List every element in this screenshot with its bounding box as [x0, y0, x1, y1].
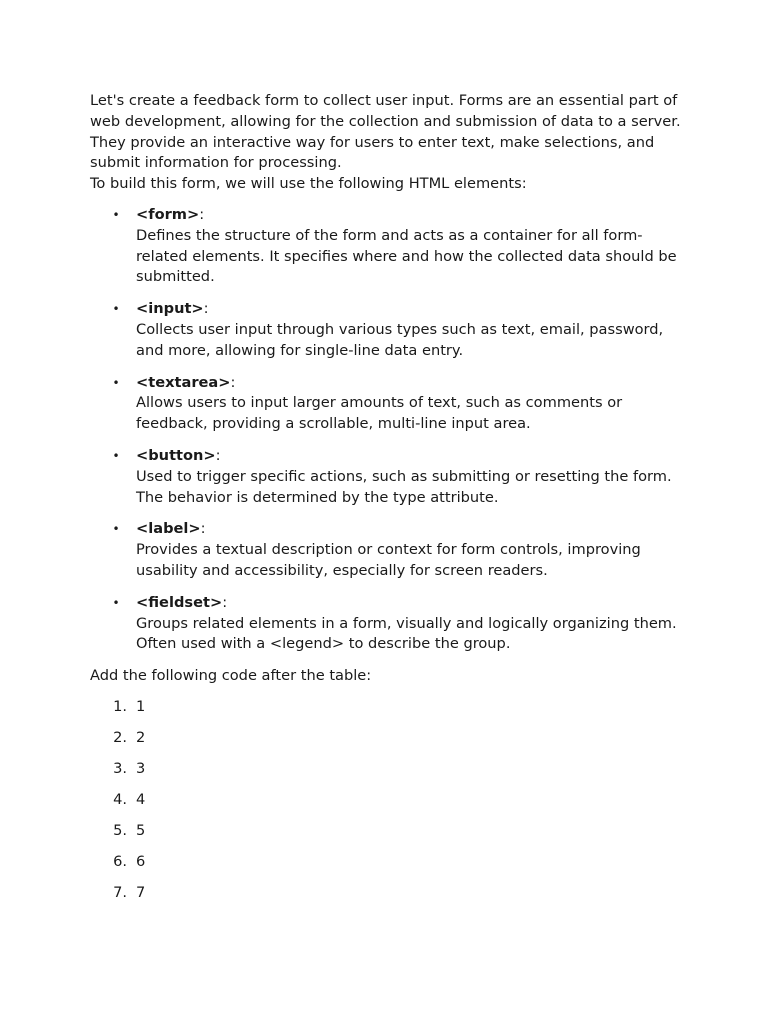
- html-elements-list: [90, 205, 690, 655]
- numbered-item: [90, 883, 690, 904]
- numbered-item: [90, 728, 690, 749]
- numbered-item-text: 3: [136, 759, 146, 777]
- number-marker: 5.: [113, 821, 127, 839]
- numbered-item: [90, 697, 690, 718]
- list-item: • <button>: Used to trigger specific actions, such as submitting or resetting the form. The behavior is determined by the type attribute.: [90, 446, 690, 508]
- list-item: • <fieldset>: Groups related elements in a form, visually and logically organizing them. Often used with a <legend> to describe the group.: [90, 593, 690, 655]
- bullet-icon: •: [112, 302, 120, 317]
- number-marker: 7.: [113, 883, 127, 901]
- bullet-icon: •: [112, 375, 120, 390]
- intro-paragraph: Let's create a feedback form to collect user input. Forms are an essential part of web development, allowing for the collection and submission of data to a server. They provide an interactive way for users to enter text, make selections, and submit information for processing.: [90, 92, 681, 172]
- numbered-item-text: 2: [136, 728, 146, 746]
- element-tag: <fieldset>: [136, 593, 223, 611]
- number-marker: 1.: [113, 697, 127, 715]
- element-tag: <form>: [136, 205, 200, 223]
- intro-text: [90, 91, 690, 195]
- numbered-item-text: 1: [136, 697, 146, 715]
- numbered-item: [90, 821, 690, 842]
- bullet-icon: •: [112, 522, 120, 537]
- element-tag: <label>: [136, 520, 201, 538]
- element-description: Provides a textual description or context for form controls, improving usability and accessibility, especially for screen readers.: [136, 541, 641, 579]
- number-marker: 6.: [113, 852, 127, 870]
- numbered-item-text: 4: [136, 790, 146, 808]
- element-description: Defines the structure of the form and acts as a container for all form-related elements. It specifies where and how the collected data should be submitted.: [136, 226, 677, 286]
- element-description: Used to trigger specific actions, such as submitting or resetting the form. The behavior is determined by the type attribute.: [136, 467, 672, 506]
- element-description: Collects user input through various types such as text, email, password, and more, allowing for single-line data entry.: [136, 320, 664, 359]
- document-page: [90, 91, 690, 914]
- numbered-item-text: 6: [136, 852, 146, 870]
- bullet-icon: •: [112, 595, 120, 610]
- numbered-list: [90, 697, 690, 904]
- element-tag: <button>: [136, 446, 216, 464]
- bullet-icon: •: [112, 448, 120, 463]
- list-item: • <label>: Provides a textual description or context for form controls, improving usability and accessibility, especially for screen readers.: [90, 519, 690, 581]
- numbered-item: [90, 790, 690, 811]
- element-description: Allows users to input larger amounts of text, such as comments or feedback, providing a scrollable, multi-line input area.: [136, 394, 623, 433]
- numbered-item: [90, 759, 690, 780]
- list-item: • <textarea>: Allows users to input larger amounts of text, such as comments or feedback, providing a scrollable, multi-line input area.: [90, 373, 690, 435]
- numbered-item-text: 5: [136, 821, 146, 839]
- list-item: • <input>: Collects user input through various types such as text, email, password, and more, allowing for single-line data entry.: [90, 299, 690, 361]
- number-marker: 3.: [113, 759, 127, 777]
- bullet-icon: •: [112, 207, 120, 222]
- numbered-item-text: 7: [136, 883, 146, 901]
- number-marker: 4.: [113, 790, 127, 808]
- after-table-text: Add the following code after the table:: [90, 667, 372, 685]
- element-tag: <textarea>: [136, 373, 231, 391]
- number-marker: 2.: [113, 728, 127, 746]
- list-item: • <form>: Defines the structure of the form and acts as a container for all form-related elements. It specifies where and how the collected data should be submitted.: [90, 205, 690, 288]
- numbered-item: [90, 852, 690, 873]
- element-description: Groups related elements in a form, visually and logically organizing them. Often used with a <legend> to describe the group.: [136, 614, 677, 653]
- element-tag: <input>: [136, 300, 204, 318]
- intro-lead-in: To build this form, we will use the following HTML elements:: [90, 175, 527, 193]
